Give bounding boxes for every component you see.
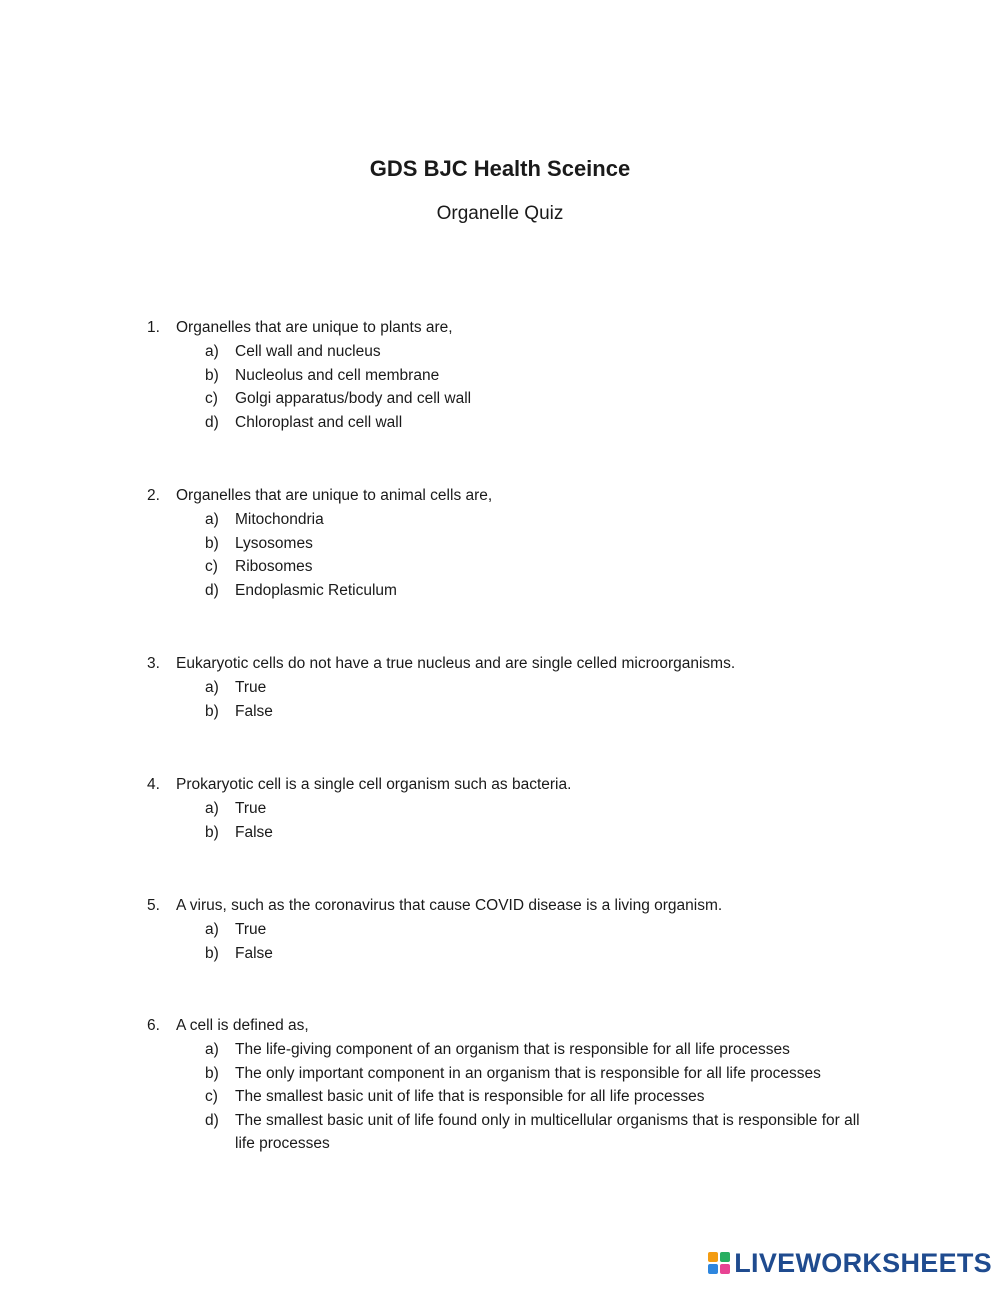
answer-option[interactable] xyxy=(147,411,907,435)
answer-option[interactable] xyxy=(147,1109,907,1156)
answer-option[interactable] xyxy=(147,700,907,724)
option-text: Golgi apparatus/body and cell wall xyxy=(235,390,472,407)
option-letter: b) xyxy=(205,944,219,962)
answer-option[interactable] xyxy=(147,579,907,603)
question-text: Prokaryotic cell is a single cell organism such as bacteria. xyxy=(176,776,572,793)
question-number: 5. xyxy=(147,897,160,914)
option-text: The smallest basic unit of life found only in multicellular organisms that is responsible for all life processes xyxy=(235,1111,860,1152)
question-text: Organelles that are unique to plants are, xyxy=(176,319,453,336)
answer-option[interactable] xyxy=(147,918,907,942)
liveworksheets-logo-icon xyxy=(708,1252,730,1274)
question-number: 2. xyxy=(147,487,160,504)
answer-option[interactable] xyxy=(147,821,907,845)
option-text: The smallest basic unit of life that is responsible for all life processes xyxy=(235,1088,705,1105)
option-text: Nucleolus and cell membrane xyxy=(235,366,440,384)
question-text: A virus, such as the coronavirus that cause COVID disease is a living organism. xyxy=(176,897,723,914)
option-text: Lysosomes xyxy=(235,534,313,552)
option-letter: c) xyxy=(205,558,218,575)
option-text: The only important component in an organism that is responsible for all life processes xyxy=(235,1064,821,1082)
option-letter: b) xyxy=(205,702,219,720)
answer-option[interactable] xyxy=(147,797,907,821)
question-number: 3. xyxy=(147,655,160,672)
option-letter: d) xyxy=(205,581,219,599)
question-3 xyxy=(147,652,907,723)
answer-option[interactable] xyxy=(147,942,907,966)
answer-option[interactable] xyxy=(147,508,907,532)
answer-option[interactable] xyxy=(147,1085,907,1109)
option-letter: a) xyxy=(205,1041,219,1058)
answer-option[interactable] xyxy=(147,364,907,388)
question-number: 1. xyxy=(147,319,160,336)
option-text: True xyxy=(235,921,267,938)
option-text: Cell wall and nucleus xyxy=(235,343,381,360)
question-2 xyxy=(147,484,907,602)
option-letter: c) xyxy=(205,390,218,407)
question-number: 4. xyxy=(147,776,160,793)
brand-name: LIVEWORKSHEETS xyxy=(734,1247,992,1278)
option-text: The life-giving component of an organism that is responsible for all life processes xyxy=(235,1041,790,1058)
option-letter: d) xyxy=(205,413,219,431)
question-text: Organelles that are unique to animal cells are, xyxy=(176,487,493,504)
option-text: Mitochondria xyxy=(235,511,324,528)
answer-option[interactable] xyxy=(147,387,907,411)
answer-option[interactable] xyxy=(147,532,907,556)
option-text: Ribosomes xyxy=(235,558,313,575)
option-text: True xyxy=(235,679,267,696)
option-text: Chloroplast and cell wall xyxy=(235,413,403,431)
option-letter: c) xyxy=(205,1088,218,1105)
option-text: True xyxy=(235,800,267,817)
option-text: False xyxy=(235,823,273,841)
option-letter: a) xyxy=(205,921,219,938)
option-letter: a) xyxy=(205,343,219,360)
answer-option[interactable] xyxy=(147,340,907,364)
question-4 xyxy=(147,773,907,844)
option-letter: a) xyxy=(205,679,219,696)
option-letter: a) xyxy=(205,800,219,817)
question-text: A cell is defined as, xyxy=(176,1017,309,1034)
answer-option[interactable] xyxy=(147,555,907,579)
question-text: Eukaryotic cells do not have a true nucleus and are single celled microorganisms. xyxy=(176,655,736,672)
answer-option[interactable] xyxy=(147,676,907,700)
answer-option[interactable] xyxy=(147,1062,907,1086)
option-letter: d) xyxy=(205,1111,219,1129)
option-text: False xyxy=(235,944,273,962)
page-subtitle: Organelle Quiz xyxy=(436,203,564,224)
option-text: Endoplasmic Reticulum xyxy=(235,581,397,599)
question-6 xyxy=(147,1014,907,1156)
option-letter: b) xyxy=(205,366,219,384)
option-letter: b) xyxy=(205,823,219,841)
option-letter: b) xyxy=(205,1064,219,1082)
option-letter: a) xyxy=(205,511,219,528)
option-text: False xyxy=(235,702,273,720)
page-title: GDS BJC Health Sceince xyxy=(369,156,631,181)
question-1 xyxy=(147,316,907,434)
answer-option[interactable] xyxy=(147,1038,907,1062)
question-number: 6. xyxy=(147,1017,160,1034)
liveworksheets-brand[interactable] xyxy=(708,1243,992,1283)
option-letter: b) xyxy=(205,534,219,552)
question-5 xyxy=(147,894,907,965)
